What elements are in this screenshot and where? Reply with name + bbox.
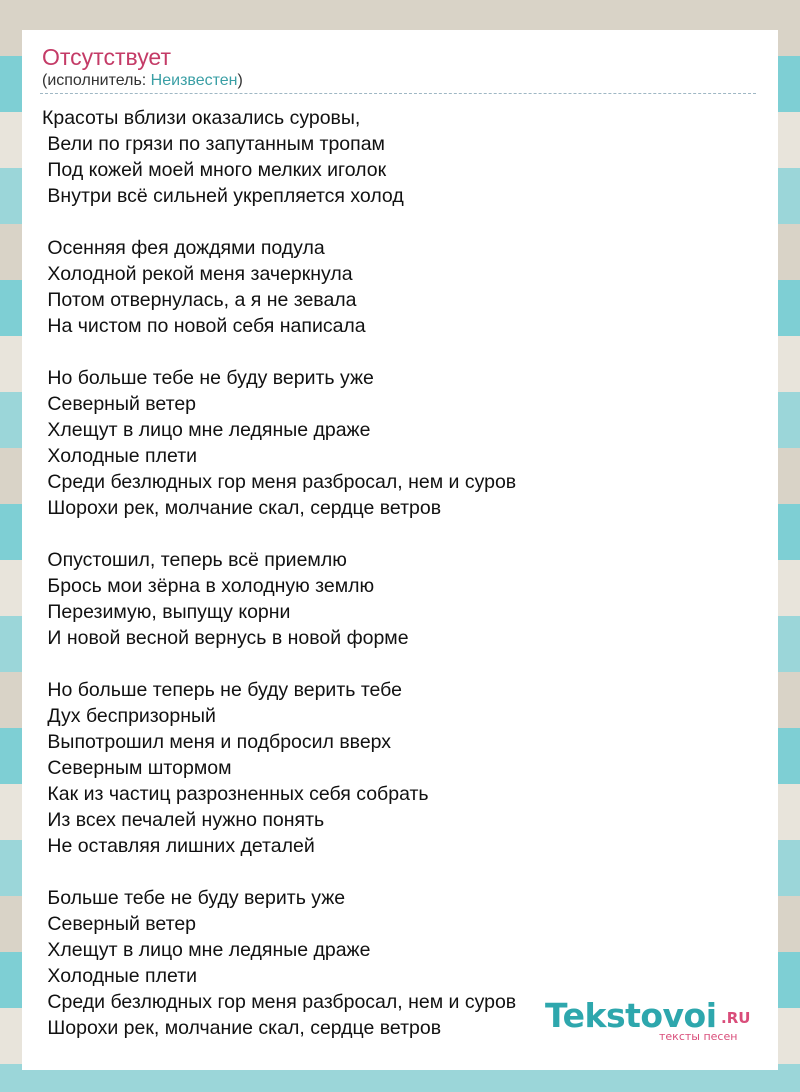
divider bbox=[40, 93, 756, 94]
lyrics-line: Но больше тебе не буду верить уже bbox=[42, 367, 374, 389]
lyrics-line: Северный ветер bbox=[42, 913, 197, 935]
lyrics-line: Шорохи рек, молчание скал, сердце ветров bbox=[42, 1017, 442, 1039]
lyrics-line: И новой весной вернусь в новой форме bbox=[42, 627, 409, 649]
lyrics-line: Опустошил, теперь всё приемлю bbox=[42, 549, 347, 571]
lyrics-line: Хлещут в лицо мне ледяные драже bbox=[42, 419, 371, 441]
lyrics-line: Шорохи рек, молчание скал, сердце ветров bbox=[42, 497, 442, 519]
lyrics-card bbox=[22, 30, 778, 1070]
lyrics-line: Внутри всё сильней укрепляется холод bbox=[42, 185, 404, 207]
lyrics-line: Хлещут в лицо мне ледяные драже bbox=[42, 939, 371, 961]
song-title: Отсутствует bbox=[42, 44, 171, 70]
lyrics-line: Вели по грязи по запутанным тропам bbox=[42, 133, 385, 155]
lyrics-stanza bbox=[42, 547, 742, 651]
site-logo[interactable] bbox=[545, 996, 760, 1046]
lyrics-line: Из всех печалей нужно понять bbox=[42, 809, 325, 831]
artist-prefix: (исполнитель: bbox=[42, 72, 151, 89]
lyrics-line: Но больше теперь не буду верить тебе bbox=[42, 679, 402, 701]
artist-line bbox=[42, 72, 243, 90]
lyrics-line: Под кожей моей много мелких иголок bbox=[42, 159, 387, 181]
artist-suffix: ) bbox=[237, 72, 243, 89]
lyrics-line: Холодной рекой меня зачеркнула bbox=[42, 263, 353, 285]
logo-tagline: тексты песен bbox=[659, 1030, 738, 1043]
logo-wordmark: Tekstovoi bbox=[545, 996, 717, 1035]
logo-tld: .RU bbox=[721, 1009, 751, 1027]
lyrics-line: Дух беспризорный bbox=[42, 705, 216, 727]
lyrics-text bbox=[42, 105, 742, 1067]
lyrics-line: Потом отвернулась, а я не зевала bbox=[42, 289, 357, 311]
lyrics-line: Северным штормом bbox=[42, 757, 232, 779]
lyrics-line: Холодные плети bbox=[42, 965, 198, 987]
lyrics-line: Холодные плети bbox=[42, 445, 198, 467]
lyrics-line: Северный ветер bbox=[42, 393, 197, 415]
artist-link[interactable]: Неизвестен bbox=[150, 72, 238, 89]
lyrics-line: Не оставляя лишних деталей bbox=[42, 835, 315, 857]
lyrics-line: На чистом по новой себя написала bbox=[42, 315, 366, 337]
lyrics-line: Выпотрошил меня и подбросил вверх bbox=[42, 731, 392, 753]
lyrics-line: Больше тебе не буду верить уже bbox=[42, 887, 346, 909]
lyrics-line: Брось мои зёрна в холодную землю bbox=[42, 575, 375, 597]
lyrics-line: Красоты вблизи оказались суровы, bbox=[42, 107, 361, 129]
lyrics-stanza bbox=[42, 677, 742, 859]
lyrics-stanza bbox=[42, 235, 742, 339]
lyrics-line: Среди безлюдных гор меня разбросал, нем и суров bbox=[42, 471, 517, 493]
lyrics-stanza bbox=[42, 365, 742, 521]
lyrics-line: Как из частиц разрозненных себя собрать bbox=[42, 783, 429, 805]
lyrics-line: Перезимую, выпущу корни bbox=[42, 601, 291, 623]
lyrics-stanza bbox=[42, 105, 742, 209]
lyrics-line: Осенняя фея дождями подула bbox=[42, 237, 325, 259]
lyrics-line: Среди безлюдных гор меня разбросал, нем и суров bbox=[42, 991, 517, 1013]
